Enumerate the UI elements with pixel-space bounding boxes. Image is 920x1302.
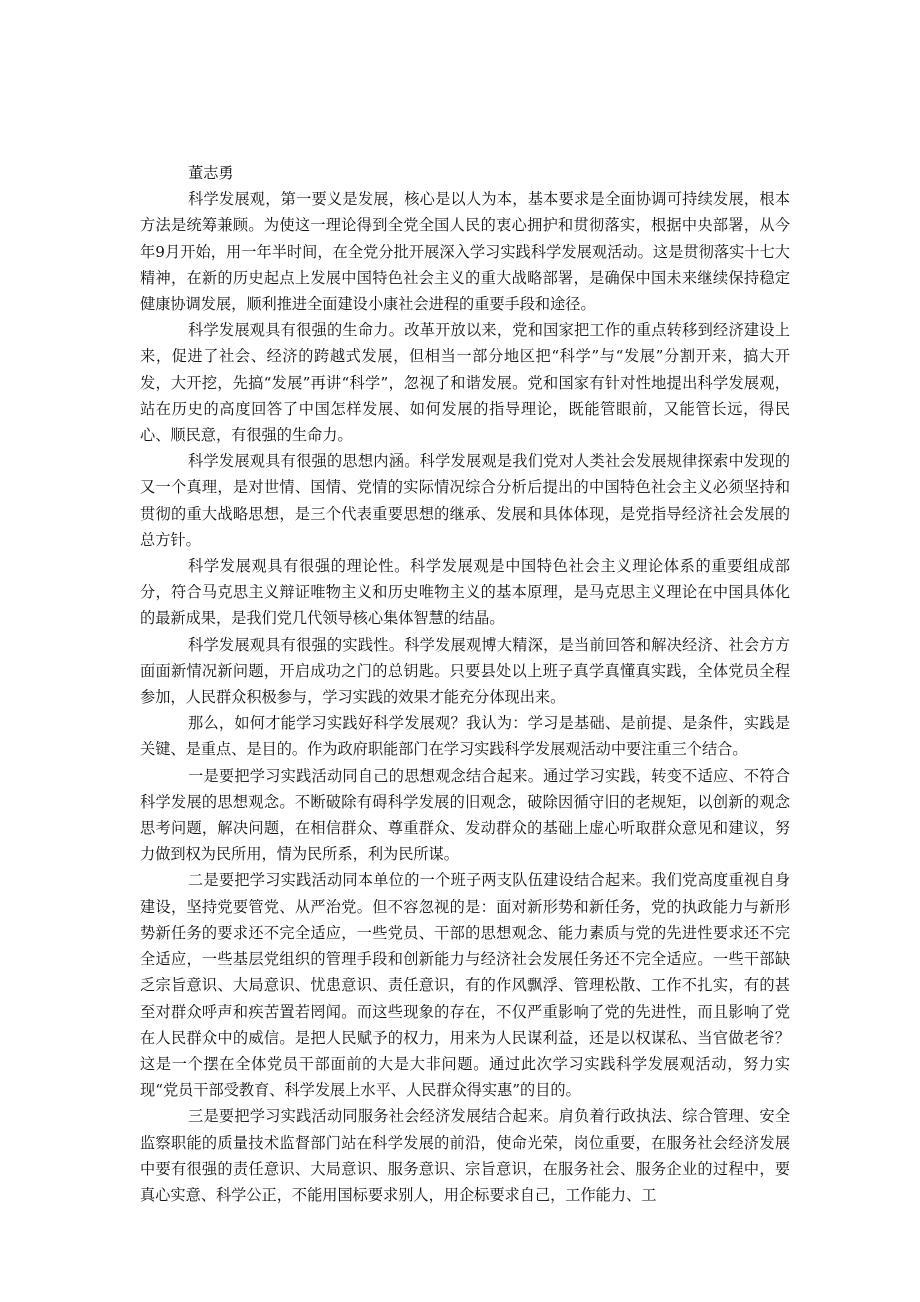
paragraph-1: 科学发展观，第一要义是发展，核心是以人为本，基本要求是全面协调可持续发展，根本方法是统筹兼顾。为使这一理论得到全党全国人民的衷心拥护和贯彻落实，根据中央部署，从今年9月开始，用一年半时间，在全党分批开展深入学习实践科学发展观活动。这是贯彻落实十七大精神，在新的历史起点上发展中国特色社会主义的重大战略部署，是确保中国未来继续保持稳定健康协调发展，顺利推进全面建设小康社会进程的重要手段和途径。 [140, 190, 790, 314]
document-body [140, 160, 790, 1208]
paragraph-6: 那么，如何才能学习实践好科学发展观？我认为：学习是基础、是前提、是条件，实践是关键、是重点、是目的。作为政府职能部门在学习实践科学发展观活动中要注重三个结合。 [140, 714, 790, 759]
paragraph-4: 科学发展观具有很强的理论性。科学发展观是中国特色社会主义理论体系的重要组成部分，符合马克思主义辩证唯物主义和历史唯物主义的基本原理，是马克思主义理论在中国具体化的最新成果，是我们党几代领导核心集体智慧的结晶。 [140, 557, 790, 628]
paragraph-8: 二是要把学习实践活动同本单位的一个班子两支队伍建设结合起来。我们党高度重视自身建设，坚持党要管党、从严治党。但不容忽视的是：面对新形势和新任务，党的执政能力与新形势新任务的要求还不完全适应，一些党员、干部的思想观念、能力素质与党的先进性要求还不完全适应，一些基层党组织的管理手段和创新能力与经济社会发展任务还不完全适应。一些干部缺乏宗旨意识、大局意识、忧患意识、责任意识，有的作风飘浮、管理松散、工作不扎实，有的甚至对群众呼声和疾苦置若罔闻。而这些现象的存在，不仅严重影响了党的先进性，而且影响了党在人民群众中的威信。是把人民赋予的权力，用来为人民谋利益，还是以权谋私、当官做老爷？这是一个摆在全体党员干部面前的大是大非问题。通过此次学习实践科学发展观活动，努力实现“党员干部受教育、科学发展上水平、人民群众得实惠”的目的。 [140, 871, 790, 1100]
paragraph-9: 三是要把学习实践活动同服务社会经济发展结合起来。肩负着行政执法、综合管理、安全监察职能的质量技术监督部门站在科学发展的前沿，使命光荣，岗位重要，在服务社会经济发展中要有很强的责任意识、大局意识、服务意识、宗旨意识，在服务社会、服务企业的过程中，要真心实意、科学公正，不能用国标要求别人，用企标要求自己，工作能力、工 [140, 1107, 790, 1204]
paragraph-2: 科学发展观具有很强的生命力。改革开放以来，党和国家把工作的重点转移到经济建设上来，促进了社会、经济的跨越式发展，但相当一部分地区把“科学”与“发展”分割开来，搞大开发，大开挖，先搞“发展”再讲“科学”，忽视了和谐发展。党和国家有针对性地提出科学发展观，站在历史的高度回答了中国怎样发展、如何发展的指导理论，既能管眼前，又能管长远，得民心、顺民意，有很强的生命力。 [140, 321, 790, 445]
paragraph-7: 一是要把学习实践活动同自己的思想观念结合起来。通过学习实践，转变不适应、不符合科学发展的思想观念。不断破除有碍科学发展的旧观念，破除因循守旧的老规矩，以创新的观念思考问题，解决问题，在相信群众、尊重群众、发动群众的基础上虚心听取群众意见和建议，努力做到权为民所用，情为民所系，利为民所谋。 [140, 766, 790, 864]
paragraph-3: 科学发展观具有很强的思想内涵。科学发展观是我们党对人类社会发展规律探索中发现的又一个真理，是对世情、国情、党情的实际情况综合分析后提出的中国特色社会主义必须坚持和贯彻的重大战略思想，是三个代表重要思想的继承、发展和具体体现，是党指导经济社会发展的总方针。 [140, 452, 790, 549]
author-name: 董志勇 [188, 164, 234, 182]
paragraph-5: 科学发展观具有很强的实践性。科学发展观博大精深，是当前回答和解决经济、社会方方面面新情况新问题，开启成功之门的总钥匙。只要县处以上班子真学真懂真实践，全体党员全程参加，人民群众积极参与，学习实践的效果才能充分体现出来。 [140, 635, 790, 707]
